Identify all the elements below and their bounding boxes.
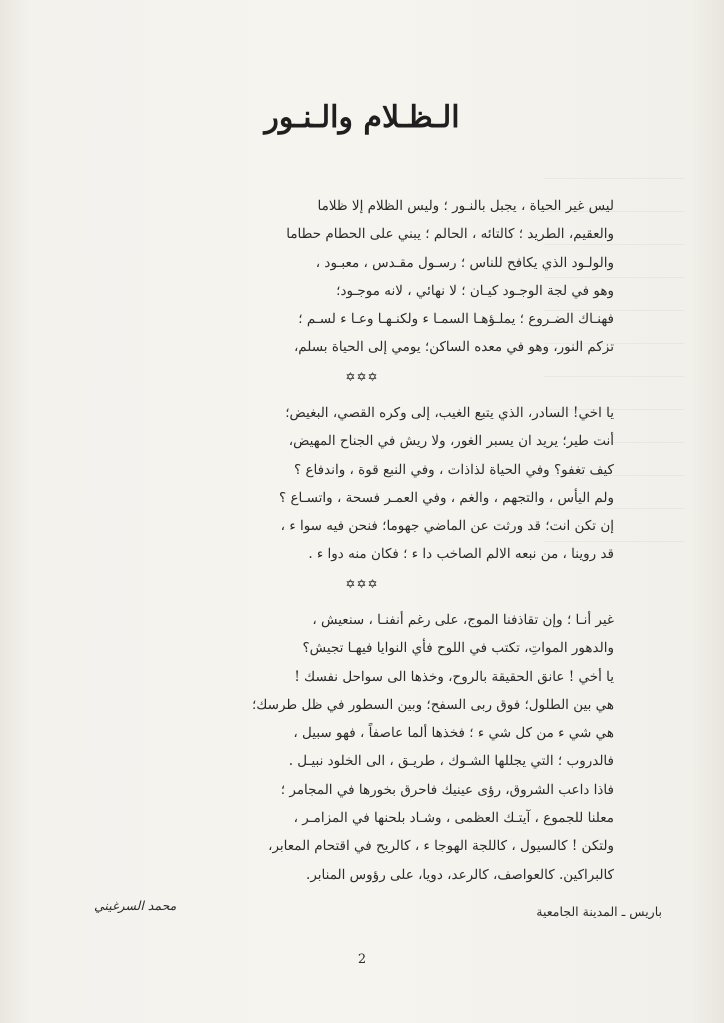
- verse-line: هي بين الطلول؛ فوق ربى السفح؛ وبين السطور في ظل طرسك؛: [252, 696, 614, 713]
- verse-line: ولم اليأس ، والتجهم ، والغم ، وفي العمـر فسحة ، واتسـاع ؟: [279, 489, 614, 506]
- verse-line: غير أنـا ؛ وإن تقاذفنا الموج، على رغم أنفنـا ، سنعيش ،: [312, 612, 614, 628]
- verse-line: ولتكن ! كالسيول ، كاللجة الهوجا ء ، كالريح في اقتحام المعابر،: [268, 838, 614, 855]
- place-line: باريس ـ المدينة الجامعية: [536, 904, 662, 919]
- stanza-3: [194, 606, 614, 889]
- stanza-divider: ✡✡✡: [345, 577, 379, 591]
- verse-line: فهنـاك الضـروع ؛ يملـؤهـا السمـا ء ولكنـهـا وعـا ء لسـم ؛: [298, 311, 614, 328]
- verse-line: هي شي ء من كل شي ء ؛ فخذها ألما عاصفاً ، فهو سبيل ،: [293, 725, 614, 742]
- page-number: 2: [357, 952, 367, 967]
- verse-line: والولـود الذي يكافح للناس ؛ رسـول مقـدس ، معبـود ،: [315, 254, 614, 271]
- verse-line: معلنا للجموع ، آيتـك العظمى ، وشـاد بلحنها في المزامـر ،: [293, 810, 614, 827]
- verse-line: قد روينا ، من نبعه الالم الصاخب دا ء ؛ فكان منه دوا ء .: [308, 546, 614, 563]
- verse-line: فالدروب ؛ التي يجللها الشـوك ، طريـق ، الى الخلود نبيـل .: [288, 753, 614, 770]
- verse-line: وهو في لجة الوجـود كيـان ؛ لا نهائي ، لانه موجـود؛: [336, 282, 614, 299]
- poem-title: الـظـلام والـنـور: [264, 100, 460, 135]
- verse-line: والعقيم، الطريد ؛ كالتائه ، الحالم ؛ يبني على الحطام حطاما: [286, 226, 614, 243]
- verse-line: فاذا داعب الشروق، رؤى عينيك فاحرق بخورها في المجامر ؛: [280, 781, 614, 798]
- verse-line: أنت طير؛ يريد ان يسبر الغور، ولا ريش في الجناح المهيض،: [288, 433, 614, 450]
- verse-line: يا اخي! السادر، الذي يتبع الغيب، إلى وكره القصي، البغيض؛: [285, 405, 614, 421]
- verse-line: والدهور المواتِ، تكتب في اللوح فأي النوايا فيهـا تجيش؟: [302, 640, 614, 657]
- verse-line: ليس غير الحياة ، يجبل بالنـور ؛ وليس الظلام إلا ظلاما: [317, 198, 614, 214]
- verse-line: كيف تغفو؟ وفي الحياة لذاذات ، وفي النبع قوة ، واندفاع ؟: [294, 461, 614, 478]
- stanza-2: [194, 399, 614, 569]
- verse-line: كالبراكين. كالعواصف، كالرعد، دويا، على رؤوس المنابر.: [306, 866, 614, 883]
- stanza-divider: ✡✡✡: [345, 370, 379, 384]
- verse-line: يا أخي ! عانق الحقيقة بالروح، وخذها الى سواحل نفسك !: [294, 668, 614, 685]
- verse-line: إن تكن انت؛ قد ورثت عن الماضي جهوما؛ فنحن فيه سوا ء ،: [280, 518, 614, 535]
- verse-line: تزكم النور، وهو في معده الساكن؛ يومي إلى الحياة بسلم،: [293, 339, 614, 356]
- author-signature: محمد السرغيني: [94, 898, 177, 913]
- stanza-1: [194, 192, 614, 362]
